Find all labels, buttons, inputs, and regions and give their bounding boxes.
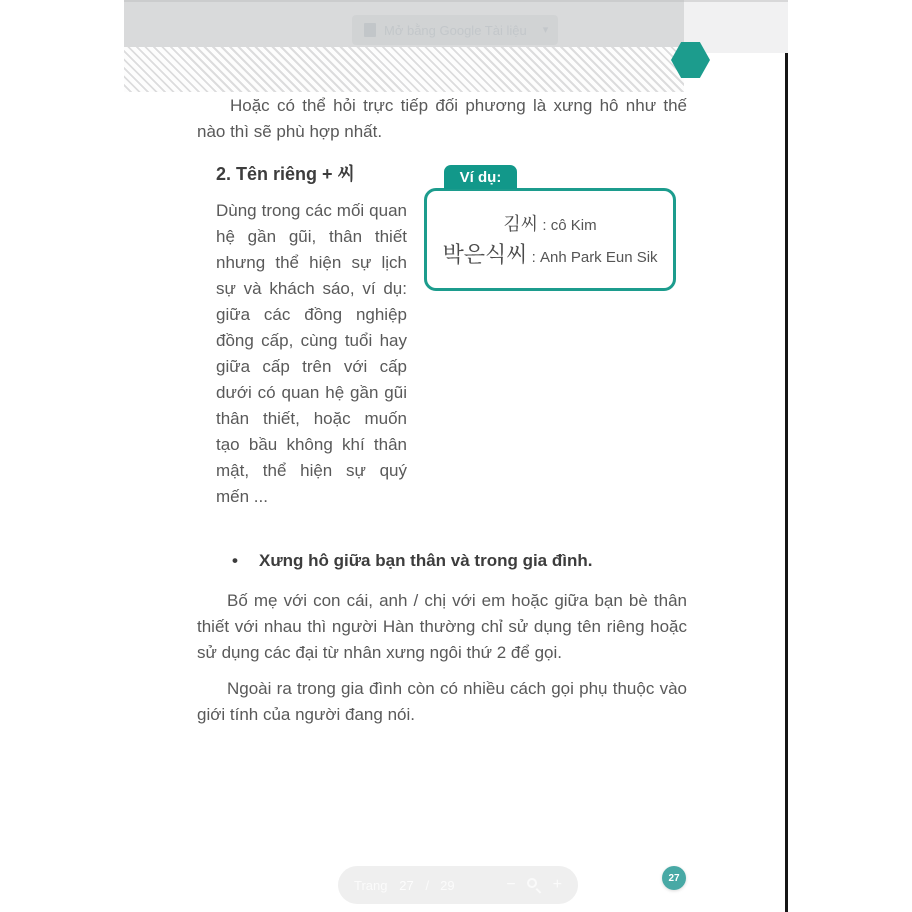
bullet-heading-row <box>232 551 672 571</box>
example-tab-label: Ví dụ: <box>459 168 502 186</box>
example-latin-text: Anh Park Eun Sik <box>539 249 658 266</box>
body-paragraph: Bố mẹ với con cái, anh / chị với em hoặc giữa bạn bè thân thiết với nhau thì người Hàn thường chỉ sử dụng tên riêng hoặc sử dụng các đại từ nhân xưng ngôi thứ 2 để gọi. <box>197 591 687 662</box>
intro-paragraph: Hoặc có thể hỏi trực tiếp đối phương là xưng hô như thế nào thì sẽ phù hợp nhất. <box>197 96 687 141</box>
body-paragraph: Ngoài ra trong gia đình còn có nhiều cách gọi phụ thuộc vào giới tính của người đang nói. <box>197 679 687 724</box>
example-item <box>503 210 596 236</box>
document-icon <box>364 23 376 37</box>
zoom-out-button[interactable]: − <box>506 876 516 893</box>
example-korean-text: 김씨 <box>503 214 539 234</box>
example-korean-text: 박은식씨 <box>442 242 528 267</box>
magnifier-icon[interactable] <box>527 878 542 893</box>
total-pages: 29 <box>440 877 455 893</box>
page-number-badge: 27 <box>662 866 686 890</box>
example-separator: : <box>527 249 540 266</box>
open-button-label: Mở bằng Google Tài liệu <box>384 22 527 38</box>
page-label: Trang <box>354 877 388 893</box>
example-box <box>424 188 676 291</box>
current-page-field[interactable]: 27 <box>399 877 414 893</box>
section-body-paragraph: Dùng trong các mối quan hệ gần gũi, thân thiết nhưng thể hiện sự lịch sự và khách sáo, ví dụ: giữa các đồng nghiệp đồng cấp, cùng tuổi hay giữa cấp trên với cấp dưới có quan hệ gần gũi thân thiết, hoặc muốn tạo bầu không khí thân mật, thể hiện sự quý mến ... <box>216 201 407 506</box>
viewer-toolbar <box>124 0 684 47</box>
open-with-google-docs-button[interactable] <box>352 15 558 45</box>
bullet-icon: • <box>232 551 238 570</box>
section-heading: 2. Tên riêng + 씨 <box>216 164 355 184</box>
bullet-heading: Xưng hô giữa bạn thân và trong gia đình. <box>259 551 593 570</box>
chevron-down-icon[interactable]: ▾ <box>542 23 549 36</box>
viewer-bottom-toolbar <box>338 866 578 904</box>
example-separator: : <box>538 217 551 234</box>
example-latin-text: cô Kim <box>550 217 597 234</box>
page-separator: / <box>425 877 430 893</box>
example-tab <box>444 165 517 189</box>
zoom-in-button[interactable]: + <box>552 876 562 893</box>
example-item <box>442 238 657 269</box>
header-hatched-band <box>124 47 684 92</box>
